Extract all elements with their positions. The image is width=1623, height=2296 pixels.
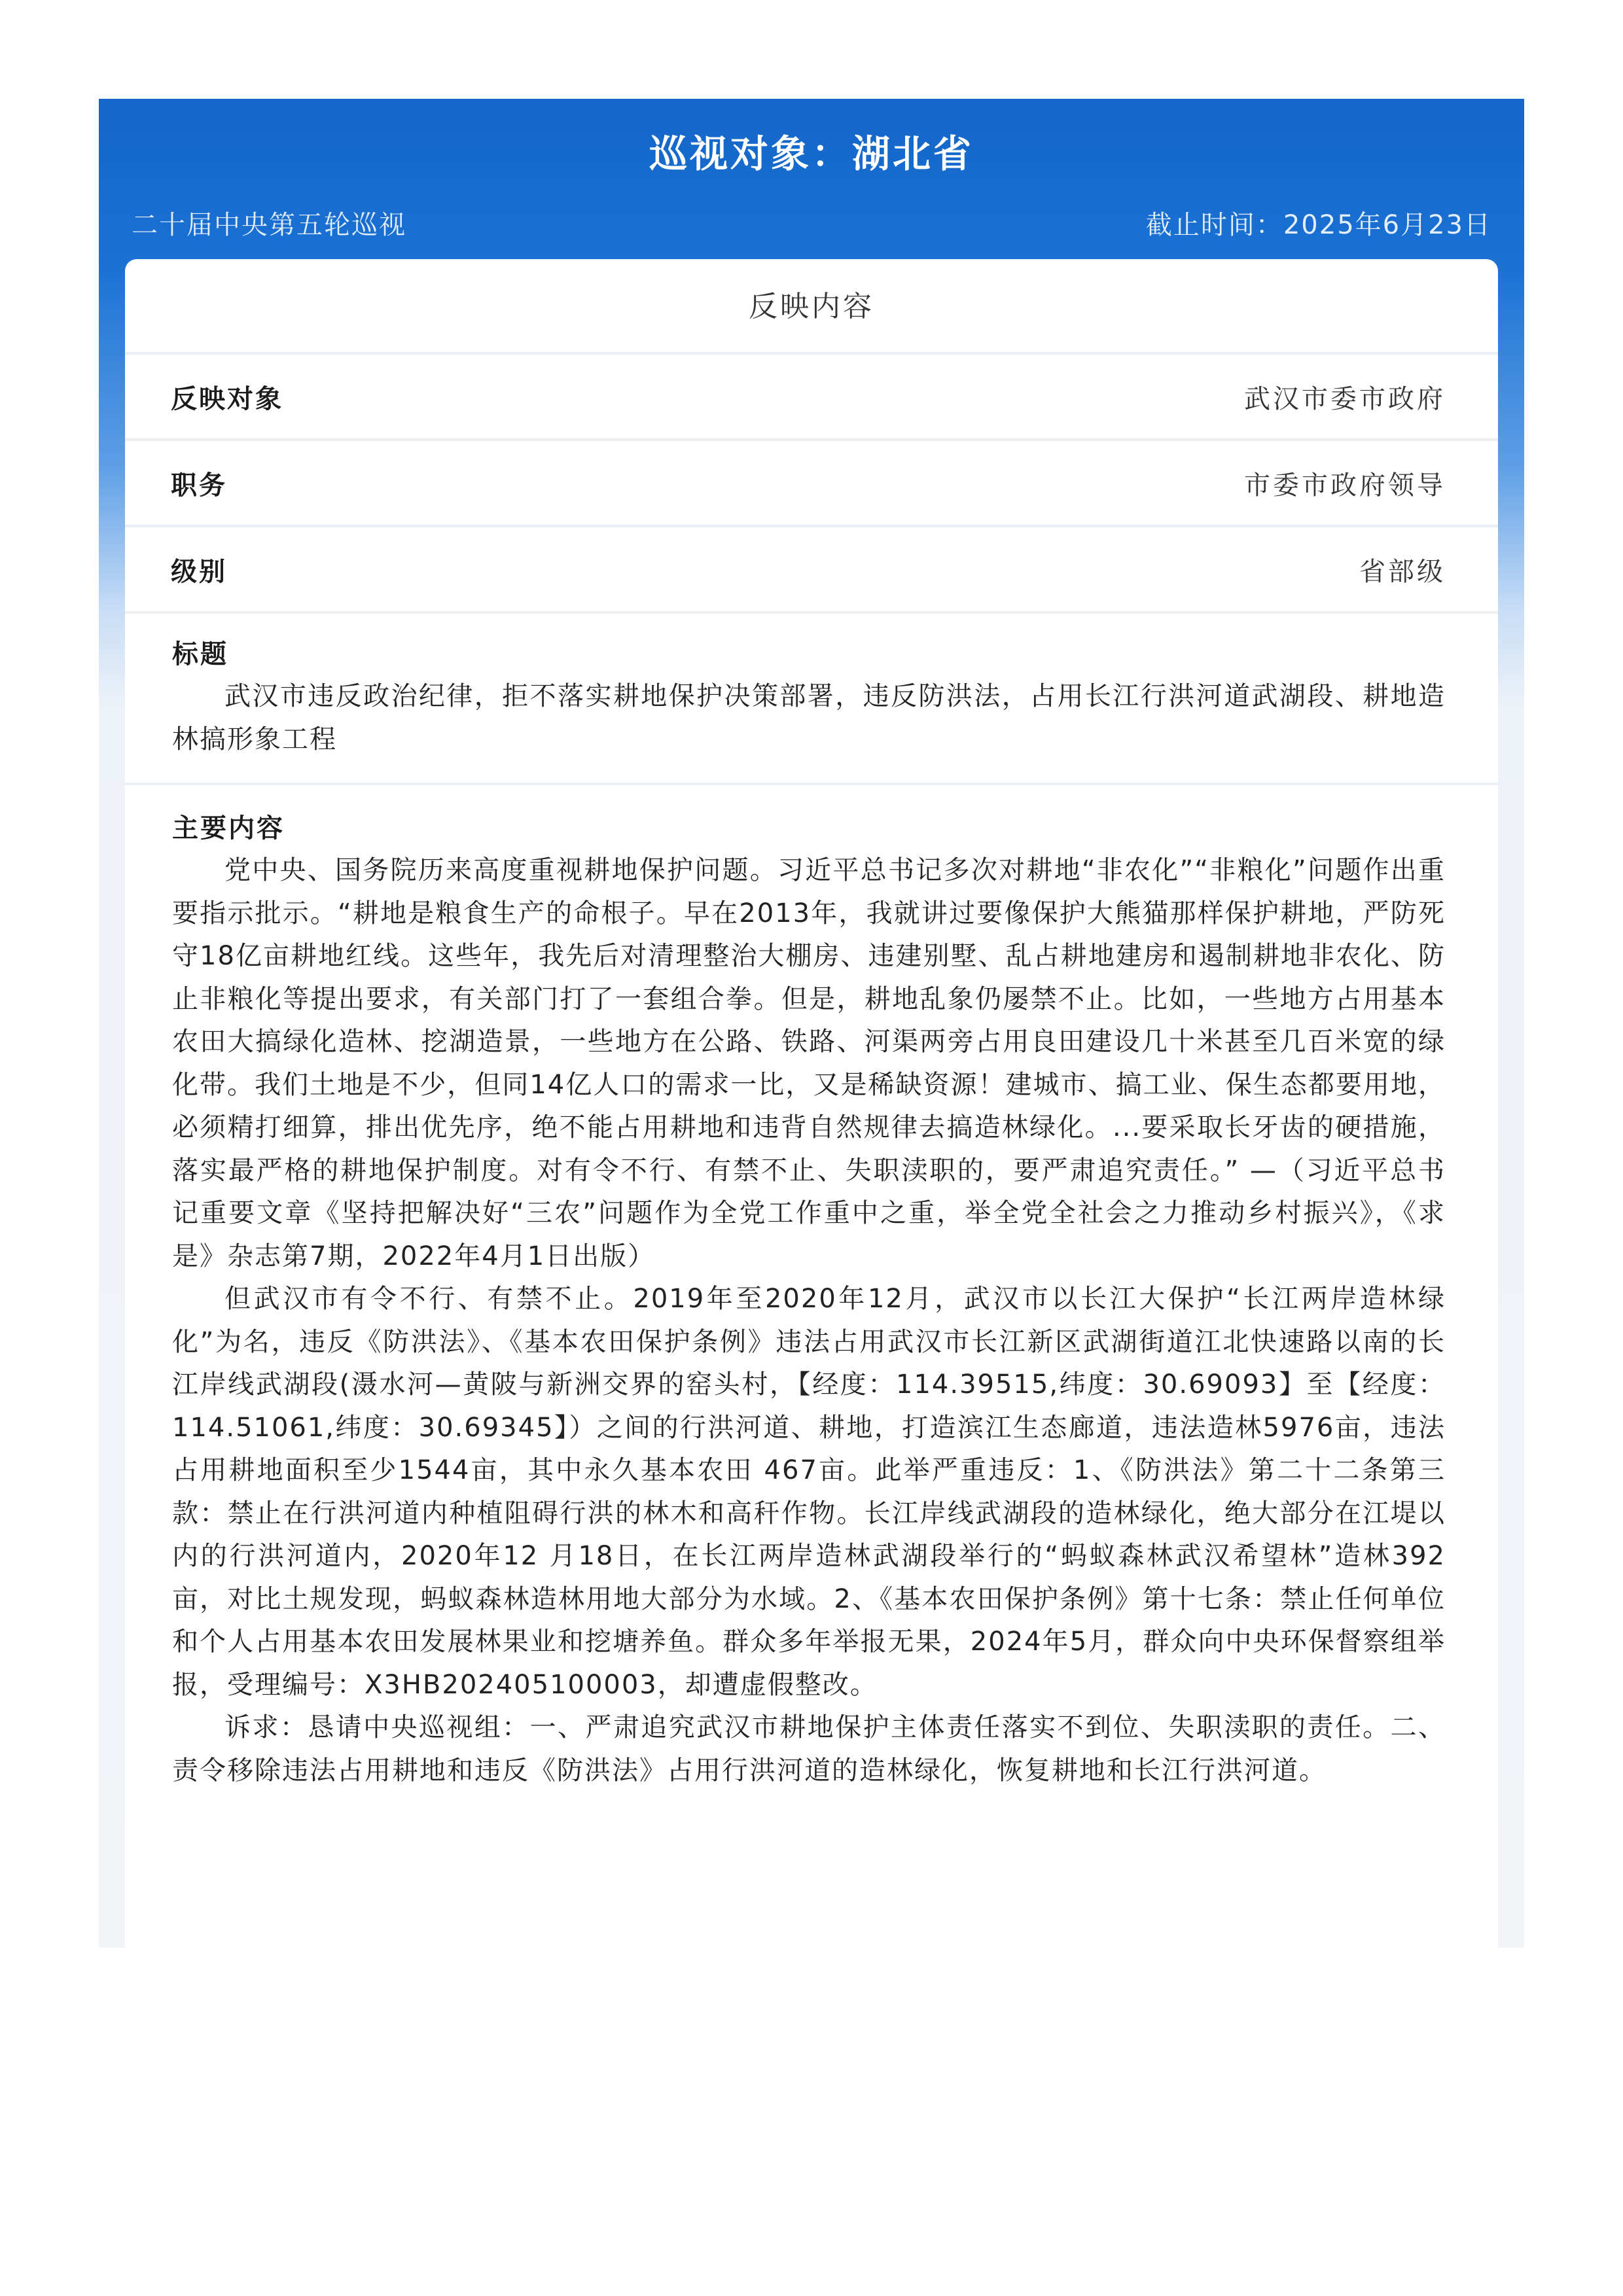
deadline-date: 截止时间：2025年6月23日 — [1145, 210, 1491, 240]
row-label: 级别 — [171, 556, 227, 587]
title-section — [125, 614, 1498, 785]
row-value: 市委市政府领导 — [1244, 470, 1446, 501]
content-paragraph: 党中央、国务院历来高度重视耕地保护问题。习近平总书记多次对耕地“非农化”“非粮化”问题作出重要指示批示。“耕地是粮食生产的命根子。早在2013年，我就讲过要像保护大熊猫那样保护耕地，严防死守18亿亩耕地红线。这些年，我先后对清理整治大棚房、违建别墅、乱占耕地建房和遏制耕地非农化、防止非粮化等提出要求，有关部门打了一套组合拳。但是，耕地乱象仍屡禁不止。比如，一些地方占用基本农田大搞绿化造林、挖湖造景，一些地方在公路、铁路、河渠两旁占用良田建设几十米甚至几百米宽的绿化带。我们土地是不少，但同14亿人口的需求一比，又是稀缺资源！建城市、搞工业、保生态都要用地，必须精打细算，排出优先序，绝不能占用耕地和违背自然规律去搞造林绿化。...要采取长牙齿的硬措施，落实最严格的耕地保护制度。对有令不行、有禁不止、失职渎职的，要严肃追究责任。” —（习近平总书记重要文章《坚持把解决好“三农”问题作为全党工作重中之重，举全党全社会之力推动乡村振兴》，《求是》杂志第7期，2022年4月1日出版） — [172, 855, 1446, 1271]
content-section — [125, 785, 1498, 1805]
header-panel — [99, 99, 1524, 1948]
section-label: 主要内容 — [172, 813, 285, 843]
row-label: 反映对象 — [171, 383, 283, 414]
row-value: 省部级 — [1359, 556, 1446, 587]
row-target — [125, 355, 1498, 441]
card-heading: 反映内容 — [125, 259, 1498, 355]
content-paragraph: 但武汉市有令不行、有禁不止。2019年至2020年12月，武汉市以长江大保护“长江两岸造林绿化”为名，违反《防洪法》、《基本农田保护条例》违法占用武汉市长江新区武湖街道江北快速路以南的长江岸线武湖段(滠水河—黄陂与新洲交界的窑头村，【经度：114.39515,纬度：30.69093】至【经度：114.51061,纬度：30.69345】）之间的行洪河道、耕地，打造滨江生态廊道，违法造林5976亩，违法占用耕地面积至少1544亩，其中永久基本农田 467亩。此举严重违反：1、《防洪法》第二十二条第三款：禁止在行洪河道内种植阻碍行洪的林木和高秆作物。长江岸线武湖段的造林绿化，绝大部分在江堤以内的行洪河道内，2020年12 月18日，在长江两岸造林武湖段举行的“蚂蚁森林武汉希望林”造林392亩，对比土规发现，蚂蚁森林造林用地大部分为水域。2、《基本农田保护条例》第十七条：禁止任何单位和个人占用基本农田发展林果业和挖塘养鱼。群众多年举报无果，2024年5月，群众向中央环保督察组举报，受理编号：X3HB202405100003，却遭虚假整改。 — [172, 1284, 1446, 1700]
inspection-round: 二十届中央第五轮巡视 — [132, 210, 406, 240]
title-text: 武汉市违反政治纪律，拒不落实耕地保护决策部署，违反防洪法，占用长江行洪河道武湖段、耕地造林搞形象工程 — [172, 681, 1446, 754]
row-value: 武汉市委市政府 — [1244, 383, 1446, 414]
page-title: 巡视对象：湖北省 — [649, 132, 974, 176]
section-label: 标题 — [172, 639, 228, 669]
row-level — [125, 527, 1498, 614]
report-card — [125, 259, 1498, 1948]
content-paragraph: 诉求：恳请中央巡视组：一、严肃追究武汉市耕地保护主体责任落实不到位、失职渎职的责任。二、责令移除违法占用耕地和违反《防洪法》占用行洪河道的造林绿化，恢复耕地和长江行洪河道。 — [172, 1712, 1446, 1786]
row-position — [125, 441, 1498, 527]
row-label: 职务 — [171, 470, 227, 501]
